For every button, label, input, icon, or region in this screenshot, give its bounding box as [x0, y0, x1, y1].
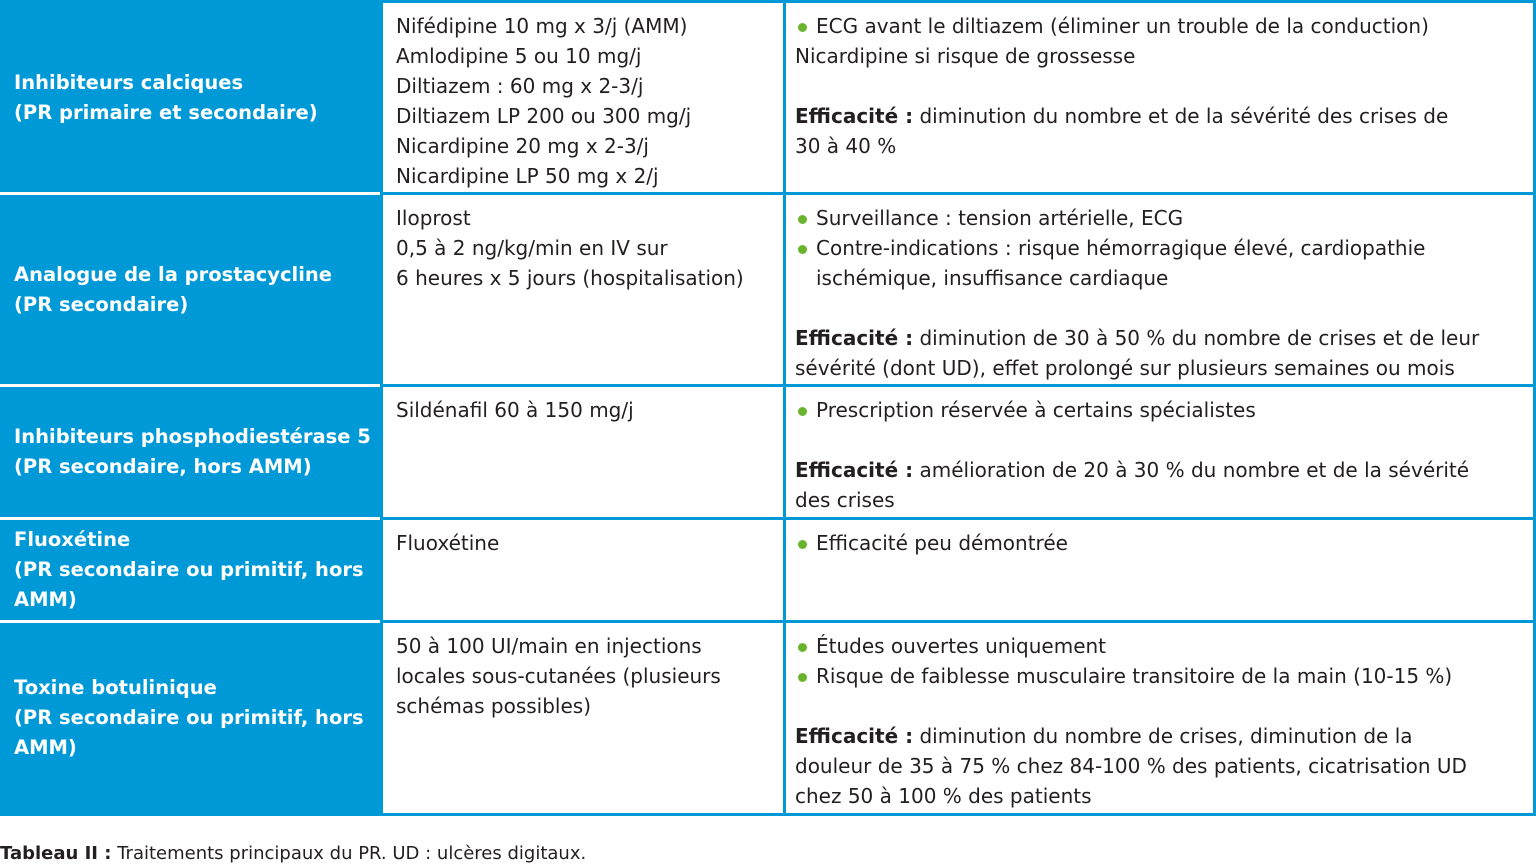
dosage-line: Diltiazem : 60 mg x 2-3/j: [396, 74, 644, 98]
efficacy-text: amélioration de 20 à 30 % du nombre et de la sévérité: [919, 458, 1470, 482]
efficacy-line: [795, 485, 1533, 515]
table-row: [0, 195, 1536, 384]
caption-text: Traitements principaux du PR. UD : ulcères digitaux.: [111, 843, 587, 864]
dosage-line: 0,5 à 2 ng/kg/min en IV sur: [396, 236, 668, 260]
bullet-text: ECG avant le diltiazem (éliminer un trouble de la conduction): [816, 14, 1429, 38]
drug-class-line: AMM): [14, 588, 77, 611]
dosage-line: Sildénafil 60 à 150 mg/j: [396, 398, 634, 422]
bullet-dot-icon: [798, 540, 807, 549]
spacer: [795, 71, 1533, 101]
table-row: [0, 387, 1536, 517]
table-row: [0, 3, 1536, 192]
efficacy-text: 30 à 40 %: [795, 134, 897, 158]
drug-class-cell: [0, 623, 380, 813]
dosage-cell: [380, 387, 786, 517]
drug-class-line: Toxine botulinique: [14, 676, 217, 699]
dosage-line: Nicardipine LP 50 mg x 2/j: [396, 164, 659, 188]
dosage-cell: [380, 520, 786, 620]
dosage-line: Fluoxétine: [396, 531, 500, 555]
efficacy-text: chez 50 à 100 % des patients: [795, 784, 1092, 808]
spacer: [795, 293, 1533, 323]
efficacy-line: [795, 101, 1533, 131]
bullet-text: Études ouvertes uniquement: [816, 634, 1107, 658]
efficacy-label: Efficacité :: [795, 458, 914, 482]
efficacy-text: diminution du nombre et de la sévérité des crises de: [919, 104, 1449, 128]
bullet-dot-icon: [798, 245, 807, 254]
efficacy-text: des crises: [795, 488, 895, 512]
dosage-cell: [380, 3, 786, 192]
efficacy-label: Efficacité :: [795, 724, 914, 748]
bullet-text: Efficacité peu démontrée: [816, 531, 1068, 555]
bullet-dot-icon: [798, 23, 807, 32]
bullet-item-line: ischémique, insuffisance cardiaque: [816, 266, 1169, 290]
dosage-line: Iloprost: [396, 206, 471, 230]
dosage-line: locales sous-cutanées (plusieurs: [396, 664, 721, 688]
remarks-cell: [786, 623, 1536, 813]
efficacy-line: [795, 131, 1533, 161]
dosage-line: Nifédipine 10 mg x 3/j (AMM): [396, 14, 688, 38]
efficacy-label: Efficacité :: [795, 104, 914, 128]
bullet-dot-icon: [798, 673, 807, 682]
table-row: [0, 520, 1536, 620]
table-row: [0, 623, 1536, 813]
row-separator: [0, 813, 1536, 816]
drug-class-line: Inhibiteurs phosphodiestérase 5: [14, 425, 371, 448]
bullet-dot-icon: [798, 215, 807, 224]
bullet-text: Prescription réservée à certains spécialistes: [816, 398, 1256, 422]
spacer: [795, 425, 1533, 455]
remarks-cell: [786, 387, 1536, 517]
caption-label: Tableau II :: [0, 843, 112, 864]
efficacy-line: [795, 455, 1533, 485]
drug-class-line: (PR secondaire ou primitif, hors: [14, 706, 364, 729]
drug-class-line: (PR secondaire, hors AMM): [14, 455, 312, 478]
drug-class-line: Fluoxétine: [14, 528, 131, 551]
drug-class-cell: [0, 195, 380, 384]
efficacy-label: Efficacité :: [795, 326, 914, 350]
dosage-line: schémas possibles): [396, 694, 592, 718]
remarks-cell: [786, 3, 1536, 192]
drug-class-line: (PR primaire et secondaire): [14, 100, 318, 124]
bullet-item-line: [795, 631, 1533, 661]
spacer: [795, 691, 1533, 721]
dosage-cell: [380, 195, 786, 384]
drug-class-line: Inhibiteurs calciques: [14, 70, 244, 94]
dosage-line: 6 heures x 5 jours (hospitalisation): [396, 266, 744, 290]
bullet-text: Risque de faiblesse musculaire transitoire de la main (10-15 %): [816, 664, 1453, 688]
dosage-cell: [380, 623, 786, 813]
efficacy-line: [795, 323, 1533, 353]
bullet-text: Surveillance : tension artérielle, ECG: [816, 206, 1184, 230]
dosage-line: 50 à 100 UI/main en injections: [396, 634, 702, 658]
remarks-cell: [786, 520, 1536, 620]
efficacy-line: [795, 353, 1533, 383]
bullet-dot-icon: [798, 643, 807, 652]
drug-class-cell: [0, 520, 380, 620]
remarks-cell: [786, 195, 1536, 384]
table-caption: [0, 843, 586, 865]
drug-class-cell: [0, 387, 380, 517]
efficacy-text: sévérité (dont UD), effet prolongé sur plusieurs semaines ou mois: [795, 356, 1455, 380]
dosage-line: Diltiazem LP 200 ou 300 mg/j: [396, 104, 692, 128]
efficacy-line: [795, 751, 1533, 781]
efficacy-line: [795, 781, 1533, 811]
drug-class-cell: [0, 3, 380, 192]
dosage-line: Amlodipine 5 ou 10 mg/j: [396, 44, 642, 68]
note-line: Nicardipine si risque de grossesse: [795, 44, 1136, 68]
bullet-item-line: [795, 233, 1533, 263]
efficacy-text: diminution de 30 à 50 % du nombre de crises et de leur: [919, 326, 1480, 350]
bullet-dot-icon: [798, 407, 807, 416]
drug-class-line: (PR secondaire ou primitif, hors: [14, 558, 364, 581]
drug-class-line: Analogue de la prostacycline: [14, 262, 333, 286]
bullet-item-line: [795, 11, 1533, 41]
bullet-item-line: [795, 203, 1533, 233]
drug-class-line: AMM): [14, 736, 77, 759]
bullet-item-line: [795, 528, 1533, 558]
efficacy-line: [795, 721, 1533, 751]
drug-class-line: (PR secondaire): [14, 292, 189, 316]
bullet-item-line: [795, 661, 1533, 691]
dosage-line: Nicardipine 20 mg x 2-3/j: [396, 134, 649, 158]
bullet-item-line: [795, 395, 1533, 425]
bullet-text: Contre-indications : risque hémorragique élevé, cardiopathie: [816, 236, 1426, 260]
efficacy-text: diminution du nombre de crises, diminution de la: [919, 724, 1413, 748]
efficacy-text: douleur de 35 à 75 % chez 84-100 % des patients, cicatrisation UD: [795, 754, 1467, 778]
